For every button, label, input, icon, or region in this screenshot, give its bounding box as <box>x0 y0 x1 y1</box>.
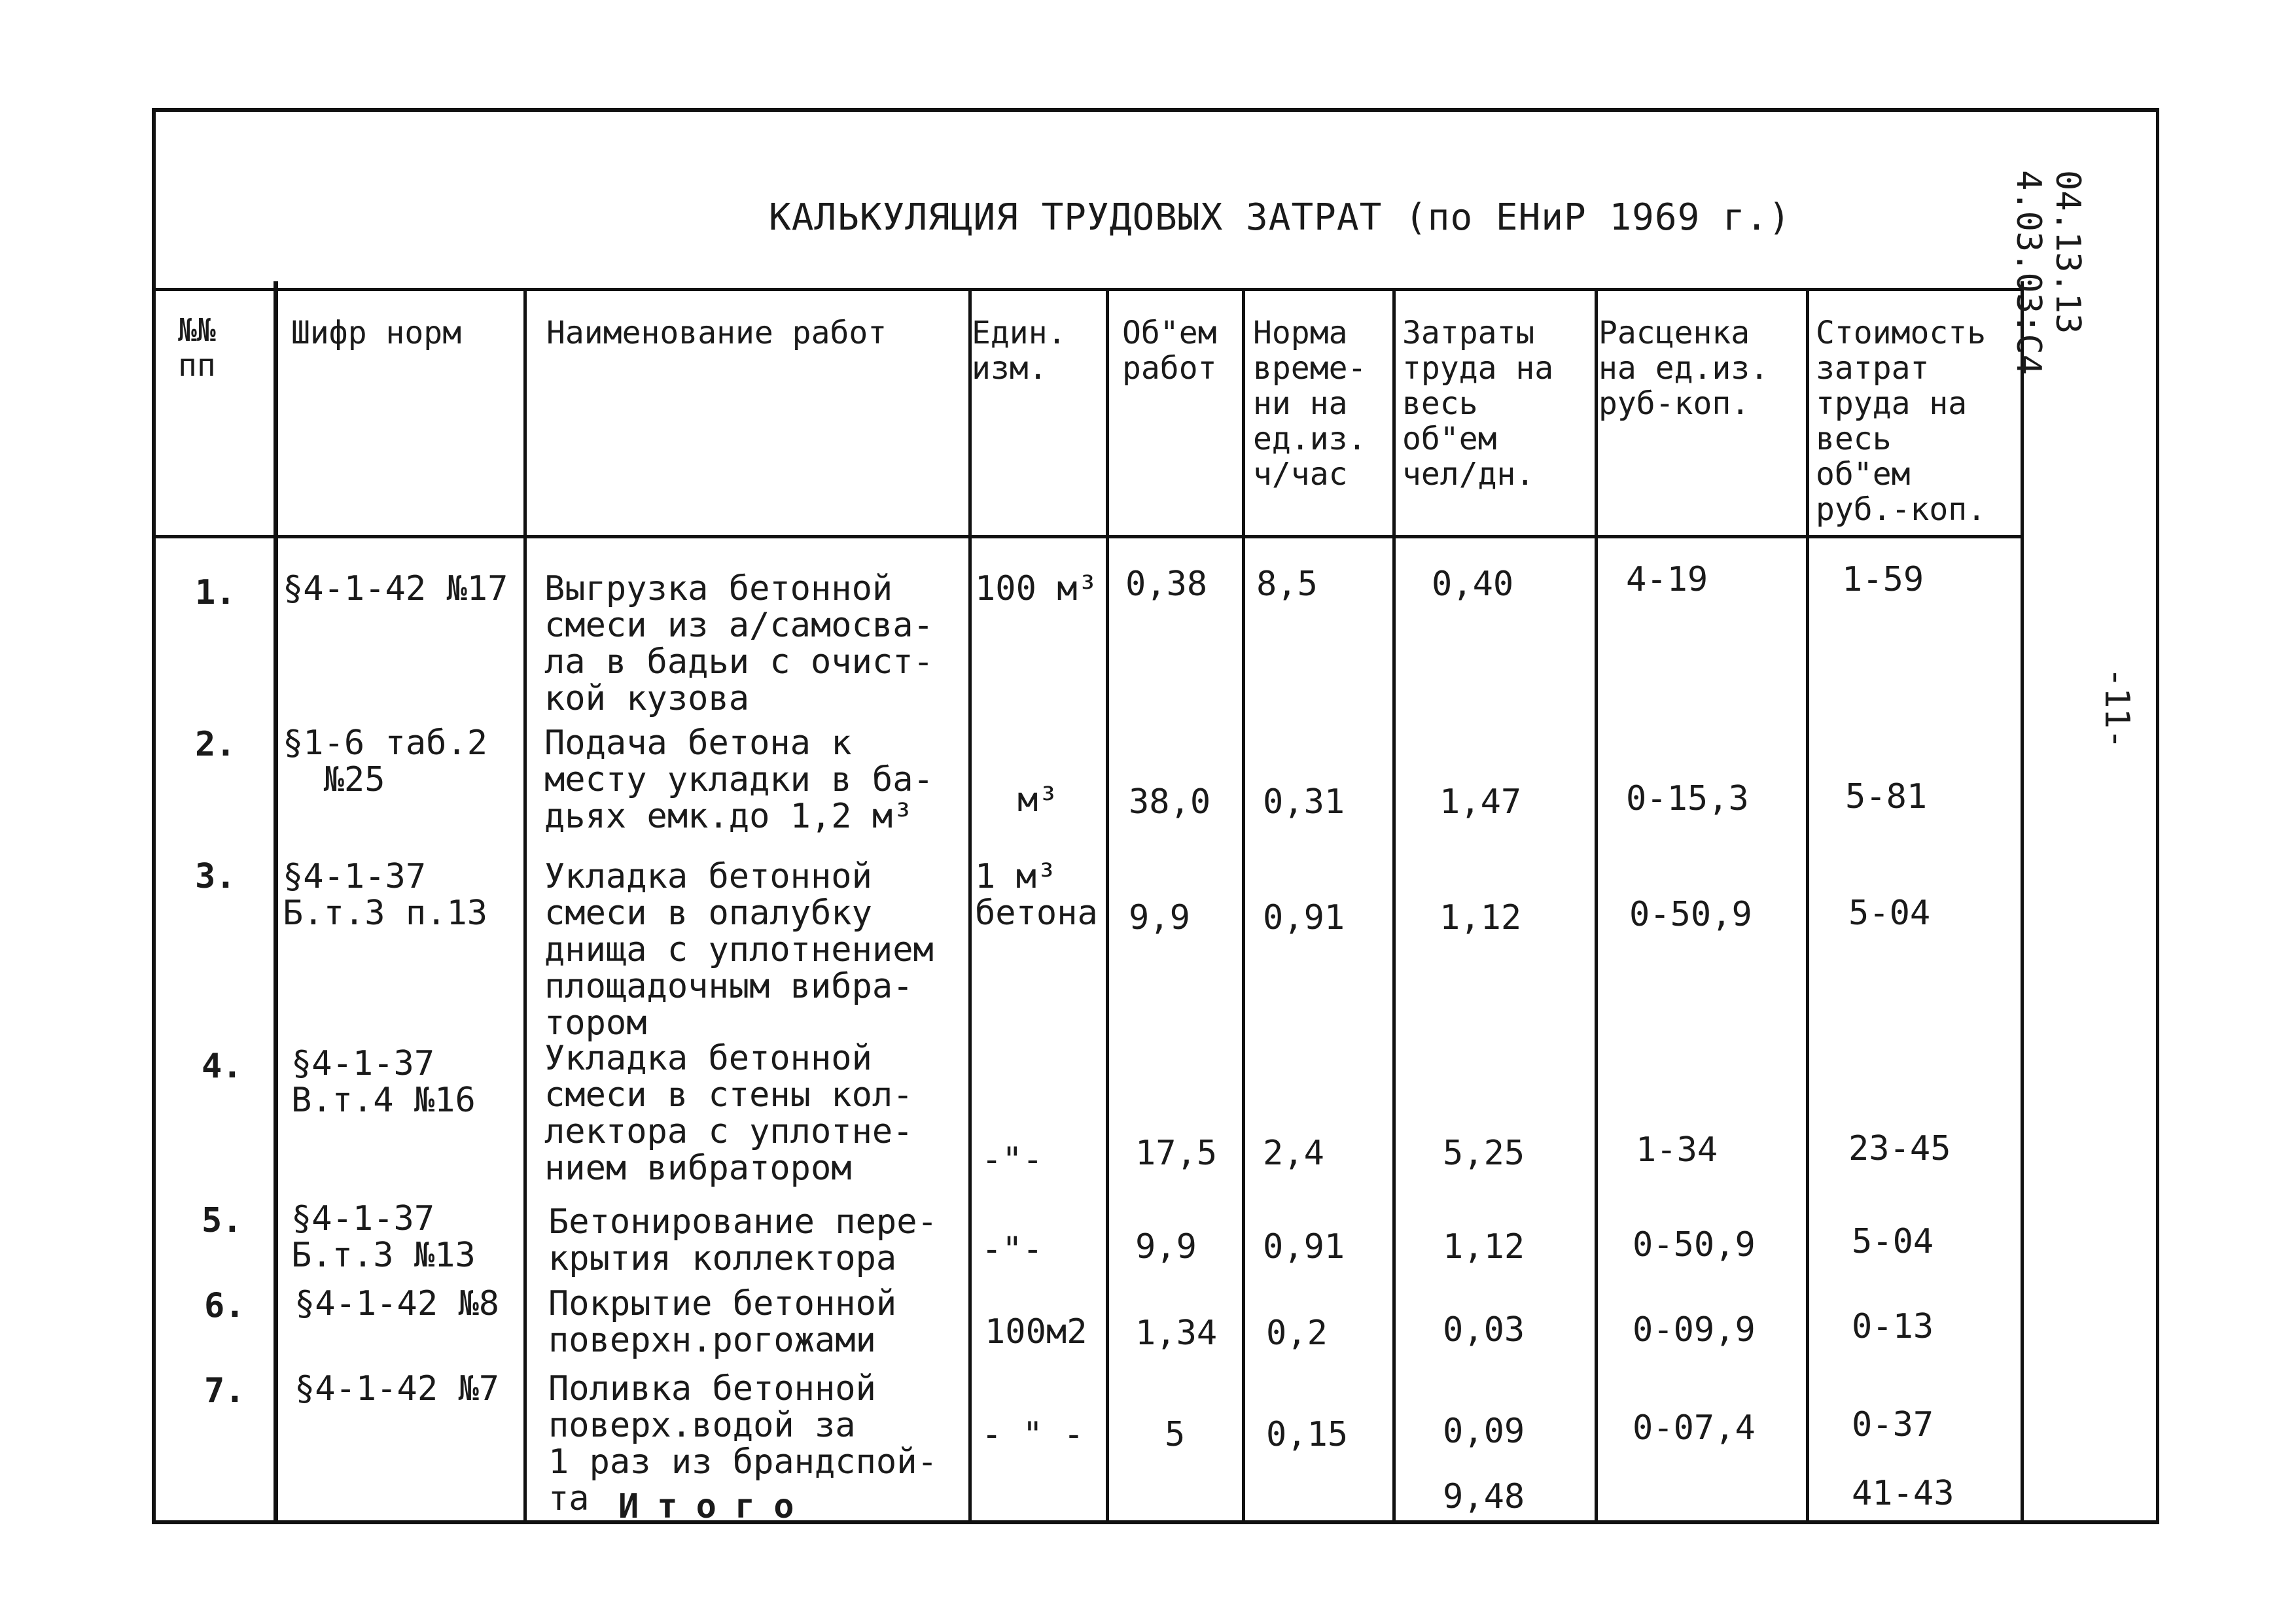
header-unit: Един. изм. <box>972 315 1067 387</box>
row-3-labor: 1,12 <box>1439 898 1522 937</box>
document-title: КАЛЬКУЛЯЦИЯ ТРУДОВЫХ ЗАТРАТ (по ЕНиР 1969 г.) <box>769 196 1792 239</box>
header-cost: Стоимость затрат труда на весь об"ем руб.-коп. <box>1816 315 1987 528</box>
row-4-cost: 23-45 <box>1848 1129 1951 1168</box>
row-5-volume: 9,9 <box>1135 1227 1197 1266</box>
row-2-cost: 5-81 <box>1845 777 1928 816</box>
row-7-labor: 0,09 <box>1443 1412 1525 1451</box>
row-5-code: §4-1-37 Б.т.3 №13 <box>291 1199 476 1275</box>
row-6-labor: 0,03 <box>1443 1310 1525 1350</box>
header-norm: Норма време- ни на ед.из. ч/час <box>1253 315 1367 493</box>
header-labor: Затраты труда на весь об"ем чел/дн. <box>1402 315 1554 493</box>
row-7-num: 7. <box>204 1371 245 1410</box>
row-1-volume: 0,38 <box>1125 565 1208 604</box>
col-divider-6 <box>1392 288 1396 1524</box>
row-6-norm: 0,2 <box>1266 1314 1328 1353</box>
total-label: Итого <box>618 1487 813 1526</box>
col-divider-9 <box>2021 281 2024 1524</box>
row-2-volume: 38,0 <box>1129 782 1211 822</box>
row-4-labor: 5,25 <box>1443 1134 1525 1173</box>
row-4-unit: -"- <box>981 1140 1043 1179</box>
row-3-unit: 1 м³ бетона <box>975 857 1098 933</box>
header-bottom-line <box>156 535 2024 538</box>
row-3-volume: 9,9 <box>1129 898 1190 937</box>
row-3-norm: 0,91 <box>1263 898 1345 937</box>
row-6-name: Покрытие бетонной поверхн.рогожами <box>548 1284 897 1360</box>
row-5-name: Бетонирование пере- крытия коллектора <box>548 1202 938 1278</box>
row-5-cost: 5-04 <box>1852 1222 1934 1261</box>
header-code: Шифр норм <box>291 315 462 351</box>
row-7-volume: 5 <box>1165 1415 1186 1454</box>
row-7-code: §4-1-42 №7 <box>294 1369 500 1408</box>
row-6-volume: 1,34 <box>1135 1314 1218 1353</box>
row-7-name: Поливка бетонной поверх.водой за 1 раз из брандспой- та <box>548 1369 938 1518</box>
page-number: -11- <box>2097 667 2136 750</box>
header-num: №№ пп <box>178 312 216 384</box>
header-volume: Об"ем работ <box>1122 315 1217 387</box>
row-6-code: §4-1-42 №8 <box>294 1284 500 1323</box>
total-labor: 9,48 <box>1443 1477 1525 1516</box>
row-5-num: 5. <box>202 1201 243 1240</box>
row-2-num: 2. <box>195 725 236 764</box>
row-3-rate: 0-50,9 <box>1629 895 1752 934</box>
row-1-code: §4-1-42 №17 <box>283 569 508 608</box>
row-7-cost: 0-37 <box>1852 1405 1934 1444</box>
header-name: Наименование работ <box>546 315 887 351</box>
row-1-unit: 100 м³ <box>975 569 1098 608</box>
row-4-rate: 1-34 <box>1636 1130 1718 1170</box>
row-7-rate: 0-07,4 <box>1633 1408 1756 1448</box>
row-3-code: §4-1-37 Б.т.3 п.13 <box>283 857 488 933</box>
row-2-labor: 1,47 <box>1439 782 1522 822</box>
row-3-name: Укладка бетонной смеси в опалубку днища с уплотнением площадочным вибра- тором <box>544 857 934 1043</box>
col-divider-8 <box>1806 288 1809 1524</box>
row-1-num: 1. <box>195 573 236 612</box>
col-divider-1 <box>274 281 278 1524</box>
row-2-unit: м³ <box>1017 780 1059 820</box>
row-6-rate: 0-09,9 <box>1633 1310 1756 1350</box>
row-4-name: Укладка бетонной смеси в стены кол- лектора с уплотне- нием вибратором <box>544 1039 913 1188</box>
row-6-cost: 0-13 <box>1852 1307 1934 1346</box>
col-divider-3 <box>968 288 972 1524</box>
row-4-num: 4. <box>202 1047 243 1086</box>
row-2-norm: 0,31 <box>1263 782 1345 822</box>
col-divider-5 <box>1242 288 1245 1524</box>
row-2-code: §1-6 таб.2 №25 <box>283 724 488 799</box>
row-4-volume: 17,5 <box>1135 1134 1218 1173</box>
row-2-rate: 0-15,3 <box>1626 779 1749 818</box>
row-3-cost: 5-04 <box>1848 894 1931 933</box>
header-top-line <box>156 288 2024 291</box>
col-divider-7 <box>1595 288 1598 1524</box>
row-1-cost: 1-59 <box>1842 560 1924 599</box>
col-divider-2 <box>523 288 527 1524</box>
row-1-rate: 4-19 <box>1626 560 1708 599</box>
row-3-num: 3. <box>195 857 236 896</box>
row-7-unit: - " - <box>981 1415 1084 1454</box>
col-divider-4 <box>1106 288 1109 1524</box>
row-1-norm: 8,5 <box>1256 565 1318 604</box>
total-cost: 41-43 <box>1852 1474 1954 1513</box>
row-4-code: §4-1-37 В.т.4 №16 <box>291 1044 476 1120</box>
row-6-unit: 100м2 <box>985 1312 1087 1352</box>
row-2-name: Подача бетона к месту укладки в ба- дьях емк.до 1,2 м³ <box>544 724 934 836</box>
header-rate: Расценка на ед.из. руб-коп. <box>1598 315 1769 422</box>
row-7-norm: 0,15 <box>1266 1415 1349 1454</box>
row-5-norm: 0,91 <box>1263 1227 1345 1266</box>
row-5-labor: 1,12 <box>1443 1227 1525 1266</box>
document-code: 04.13.13 4.03.03:С4 <box>2009 170 2087 375</box>
row-1-labor: 0,40 <box>1432 565 1514 604</box>
row-5-rate: 0-50,9 <box>1633 1225 1756 1265</box>
row-5-unit: -"- <box>981 1230 1043 1269</box>
row-1-name: Выгрузка бетонной смеси из а/самосва- ла в бадьи с очист- кой кузова <box>544 569 934 718</box>
row-4-norm: 2,4 <box>1263 1134 1324 1173</box>
row-6-num: 6. <box>204 1286 245 1325</box>
